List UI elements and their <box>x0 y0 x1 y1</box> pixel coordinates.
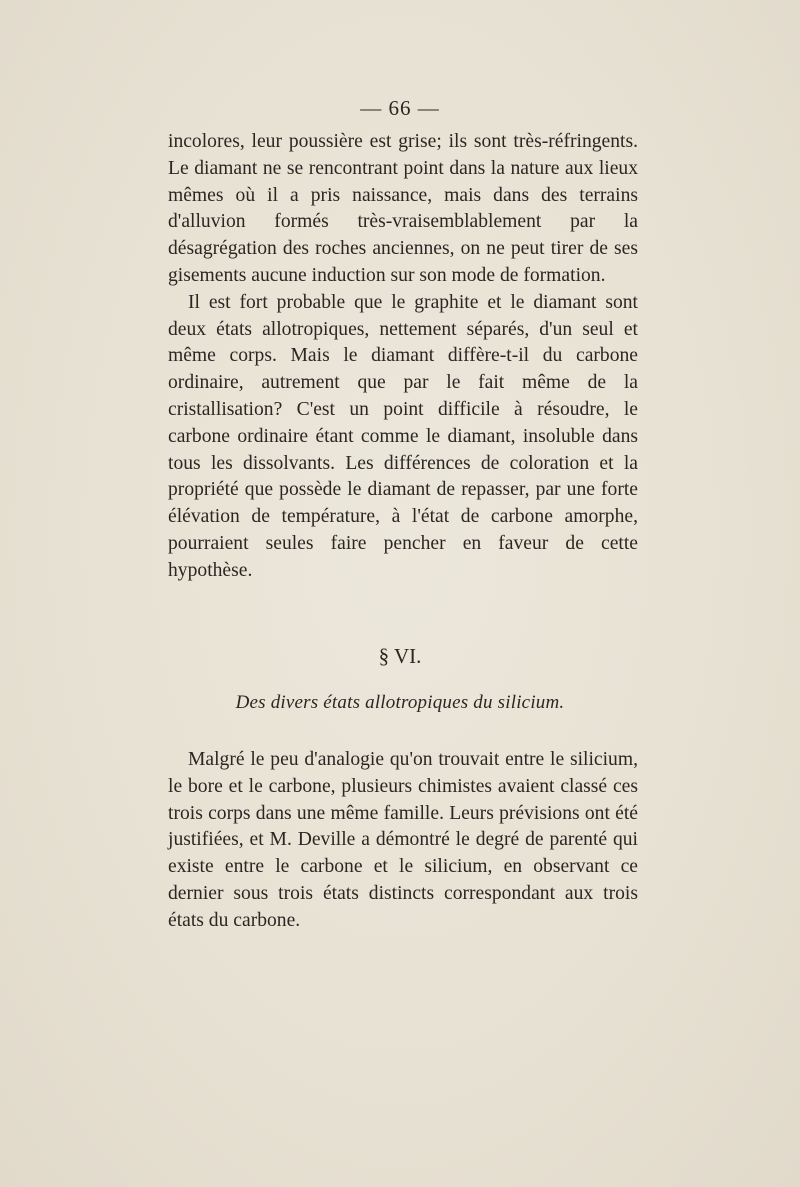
paragraph: Il est fort probable que le graphite et le diamant sont deux états allotropiques, nettement séparés, d'un seul et même corps. Mais le diamant diffère-t-il du carbone ordinaire, autrement que par le fait même de la cristallisation? C'est un point difficile à résoudre, le carbone ordinaire étant comme le diamant, insoluble dans tous les dissolvants. Les différences de coloration et la propriété que possède le diamant de repasser, par une forte élévation de température, à l'état de carbone amorphe, pourraient seules faire pencher en faveur de cette hypothèse. <box>168 291 638 581</box>
text-block-bottom <box>168 747 638 935</box>
text-block-top <box>168 129 638 585</box>
section-title: Des divers états allotropiques du silicium. <box>235 692 565 713</box>
page-number: — 66 — <box>360 96 440 120</box>
section-number: § VI. <box>378 644 422 668</box>
paragraph: Malgré le peu d'analogie qu'on trouvait entre le silicium, le bore et le carbone, plusieurs chimistes avaient classé ces trois corps dans une même famille. Leurs prévisions ont été justifiées, et M. Deville a démontré le degré de parenté qui existe entre le carbone et le silicium, en observant ce dernier sous trois états distincts correspondant aux trois états du carbone. <box>168 749 638 931</box>
paragraph: incolores, leur poussière est grise; ils sont très-réfringents. Le diamant ne se rencontrant point dans la nature aux lieux mêmes où il a pris naissance, mais dans des terrains d'alluvion formés très-vraisemblablement par la désagrégation des roches anciennes, on ne peut tirer de ses gisements aucune induction sur son mode de formation. <box>168 131 638 286</box>
